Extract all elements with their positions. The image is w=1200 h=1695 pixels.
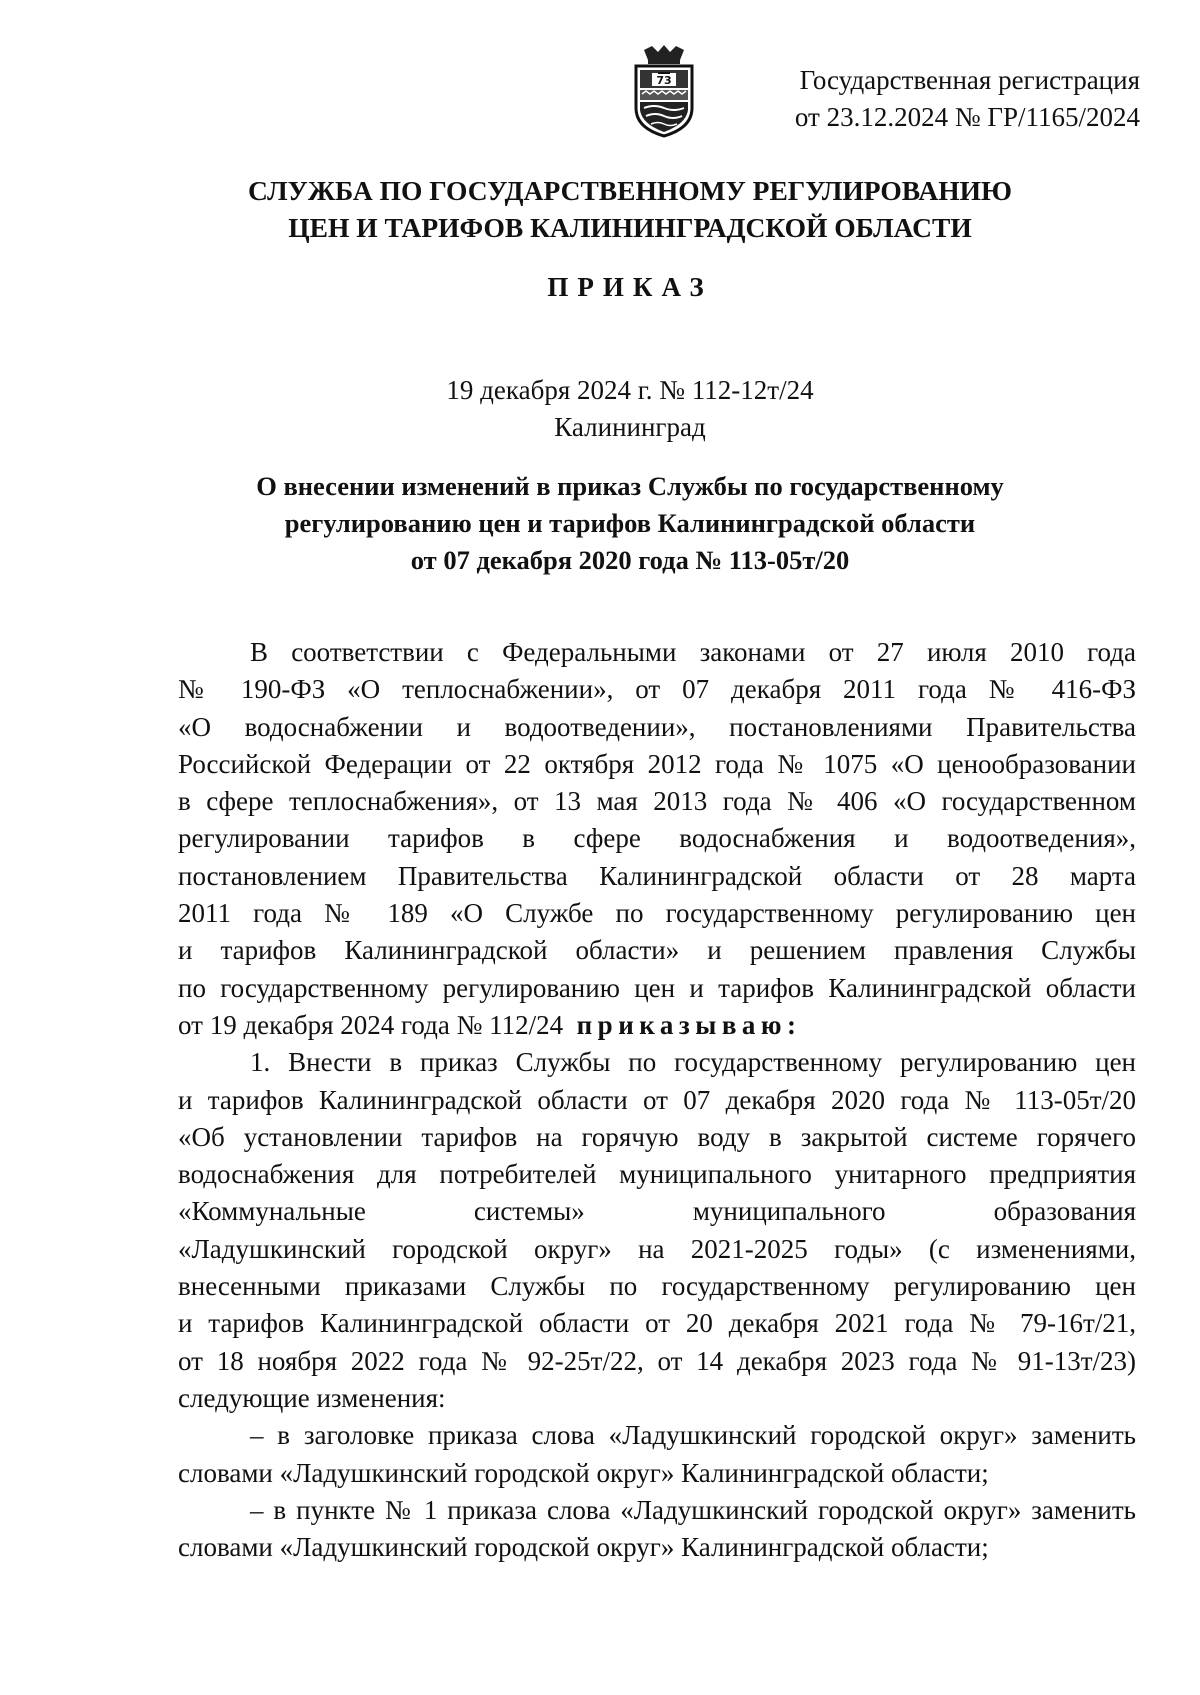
agency-name (130, 172, 1130, 246)
item-1-line: «Об установлении тарифов на горячую воду в закрытой системе горячего (178, 1121, 1136, 1152)
coat-of-arms-icon (624, 44, 704, 140)
preamble-line: регулировании тарифов в сфере водоснабжения и водоотведения», (178, 823, 1136, 854)
preamble-line: постановлением Правительства Калининградской области от 28 марта (178, 860, 1136, 891)
preamble-line: Российской Федерации от 22 октября 2012 года № 1075 «О ценообразовании (178, 748, 1136, 779)
subject-line1: О внесении изменений в приказ Службы по государственному (256, 471, 1004, 501)
change-2-line2: словами «Ладушкинский городской округ» Калининградской области; (178, 1532, 989, 1563)
preamble-line: в сфере теплоснабжения», от 13 мая 2013 года № 406 «О государственном (178, 786, 1136, 817)
subject-line2: регулированию цен и тарифов Калининградской области (284, 508, 976, 538)
preamble-line: № 190-ФЗ «О теплоснабжении», от 07 декабря 2011 года № 416-ФЗ (178, 674, 1136, 705)
document-subject (180, 468, 1080, 579)
preamble-line: по государственному регулированию цен и тарифов Калининградской области (178, 972, 1136, 1003)
item-1-last-line: следующие изменения: (178, 1382, 446, 1413)
preamble-paragraph (178, 634, 1136, 1044)
preamble-line: 2011 года № 189 «О Службе по государственному регулированию цен (178, 898, 1136, 929)
item-1-line: и тарифов Калининградской области от 07 декабря 2020 года № 113-05т/20 (178, 1084, 1136, 1115)
document-type-heading: ПРИКАЗ (547, 272, 713, 302)
registration-line2: от 23.12.2024 № ГР/1165/2024 (794, 102, 1140, 132)
item-1-line: «Коммунальные системы» муниципального образования (178, 1196, 1136, 1227)
preamble-line: и тарифов Калининградской области» и решением правления Службы (178, 935, 1136, 966)
change-1-line1: – в заголовке приказа слова «Ладушкинский городской округ» заменить (250, 1420, 1136, 1451)
date-and-place (330, 372, 930, 446)
preamble-line: «О водоснабжении и водоотведении», постановлениями Правительства (178, 711, 1136, 742)
registration-stamp (760, 62, 1140, 136)
item-1-paragraph (178, 1044, 1136, 1417)
item-1-line: внесенными приказами Службы по государственному регулированию цен (178, 1271, 1136, 1302)
item-1-line: водоснабжения для потребителей муниципального унитарного предприятия (178, 1159, 1136, 1190)
change-2-line1: – в пункте № 1 приказа слова «Ладушкинский городской округ» заменить (250, 1494, 1136, 1525)
change-1-line2: словами «Ладушкинский городской округ» Калининградской области; (178, 1457, 989, 1488)
agency-line1: СЛУЖБА ПО ГОСУДАРСТВЕННОМУ РЕГУЛИРОВАНИЮ (248, 175, 1012, 206)
document-place: Калининград (554, 412, 706, 442)
preamble-line: В соответствии с Федеральными законами от 27 июля 2010 года (250, 637, 1136, 667)
item-1-line: 1. Внести в приказ Службы по государственному регулированию цен (250, 1047, 1136, 1078)
change-2-paragraph (178, 1492, 1136, 1567)
subject-line3: от 07 декабря 2020 года № 113-05т/20 (410, 545, 850, 575)
order-word: приказываю: (576, 1009, 802, 1040)
item-1-line: «Ладушкинский городской округ» на 2021-2025 годы» (с изменениями, (178, 1233, 1136, 1264)
preamble-last-line: от 19 декабря 2024 года № 112/24 (178, 1009, 564, 1040)
svg-text:73: 73 (656, 74, 672, 87)
item-1-line: от 18 ноября 2022 года № 92-25т/22, от 14 декабря 2023 года № 91-13т/23) (178, 1345, 1136, 1376)
agency-line2: ЦЕН И ТАРИФОВ КАЛИНИНГРАДСКОЙ ОБЛАСТИ (288, 212, 972, 243)
document-date-number: 19 декабря 2024 г. № 112-12т/24 (446, 375, 814, 405)
item-1-line: и тарифов Калининградской области от 20 декабря 2021 года № 79-16т/21, (178, 1308, 1136, 1339)
registration-line1: Государственная регистрация (799, 65, 1140, 95)
change-1-paragraph (178, 1417, 1136, 1492)
document-body (178, 634, 1136, 1566)
preamble-final-line (178, 1007, 1136, 1044)
